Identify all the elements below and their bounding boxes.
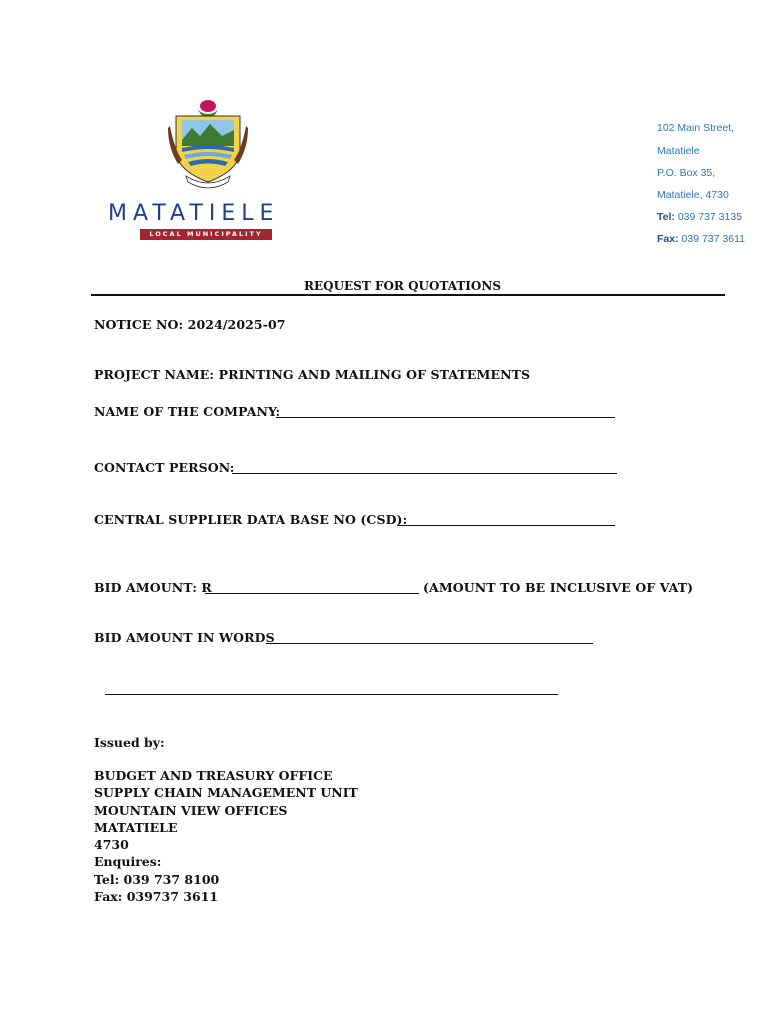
address-fax-value: 039 737 3611 bbox=[681, 233, 745, 245]
municipality-crest-logo bbox=[168, 98, 248, 190]
csd-number-label: CENTRAL SUPPLIER DATA BASE NO (CSD): bbox=[94, 512, 408, 527]
issuer-line: MOUNTAIN VIEW OFFICES bbox=[94, 802, 288, 818]
address-po-box: P.O. Box 35, bbox=[657, 167, 716, 179]
issuer-line: Enquires: bbox=[94, 854, 162, 870]
bid-amount-note: (AMOUNT TO BE INCLUSIVE OF VAT) bbox=[423, 580, 694, 595]
address-street: 102 Main Street, bbox=[657, 122, 735, 134]
logo-wordmark: MATATIELE bbox=[108, 201, 280, 226]
bid-amount-words-label: BID AMOUNT IN WORDS bbox=[94, 630, 275, 645]
bid-amount-words-blank-continued[interactable] bbox=[105, 694, 558, 695]
document-title: REQUEST FOR QUOTATIONS bbox=[304, 279, 502, 293]
issuer-line: BUDGET AND TREASURY OFFICE bbox=[94, 768, 333, 783]
address-tel-label: Tel: bbox=[657, 211, 675, 223]
issuer-line: Tel: 039 737 8100 bbox=[94, 871, 220, 887]
address-fax bbox=[657, 233, 745, 245]
csd-number-blank[interactable] bbox=[397, 525, 615, 526]
contact-person-label: CONTACT PERSON: bbox=[94, 460, 235, 475]
issuer-line: 4730 bbox=[94, 837, 129, 853]
notice-number: NOTICE NO: 2024/2025-07 bbox=[94, 317, 286, 332]
address-fax-label: Fax: bbox=[657, 233, 679, 245]
company-name-blank[interactable] bbox=[276, 417, 615, 418]
issuer-block bbox=[94, 767, 358, 905]
issuer-line: Fax: 039737 3611 bbox=[94, 889, 219, 905]
company-name-label: NAME OF THE COMPANY: bbox=[94, 404, 281, 419]
address-town: Matatiele bbox=[657, 145, 700, 157]
title-divider bbox=[91, 294, 725, 296]
address-tel bbox=[657, 211, 742, 223]
address-tel-value: 039 737 3135 bbox=[677, 211, 743, 223]
issued-by-label: Issued by: bbox=[94, 735, 165, 750]
issuer-line: SUPPLY CHAIN MANAGEMENT UNIT bbox=[94, 785, 358, 801]
logo-subtitle-band: LOCAL MUNICIPALITY bbox=[140, 229, 272, 240]
issuer-line: MATATIELE bbox=[94, 819, 178, 835]
bid-amount-words-blank[interactable] bbox=[266, 643, 593, 644]
contact-person-blank[interactable] bbox=[232, 473, 617, 474]
bid-amount-label: BID AMOUNT: R bbox=[94, 580, 212, 595]
project-name: PROJECT NAME: PRINTING AND MAILING OF STATEMENTS bbox=[94, 367, 531, 382]
bid-amount-blank[interactable] bbox=[205, 593, 419, 594]
address-town-code: Matatiele, 4730 bbox=[657, 189, 729, 201]
